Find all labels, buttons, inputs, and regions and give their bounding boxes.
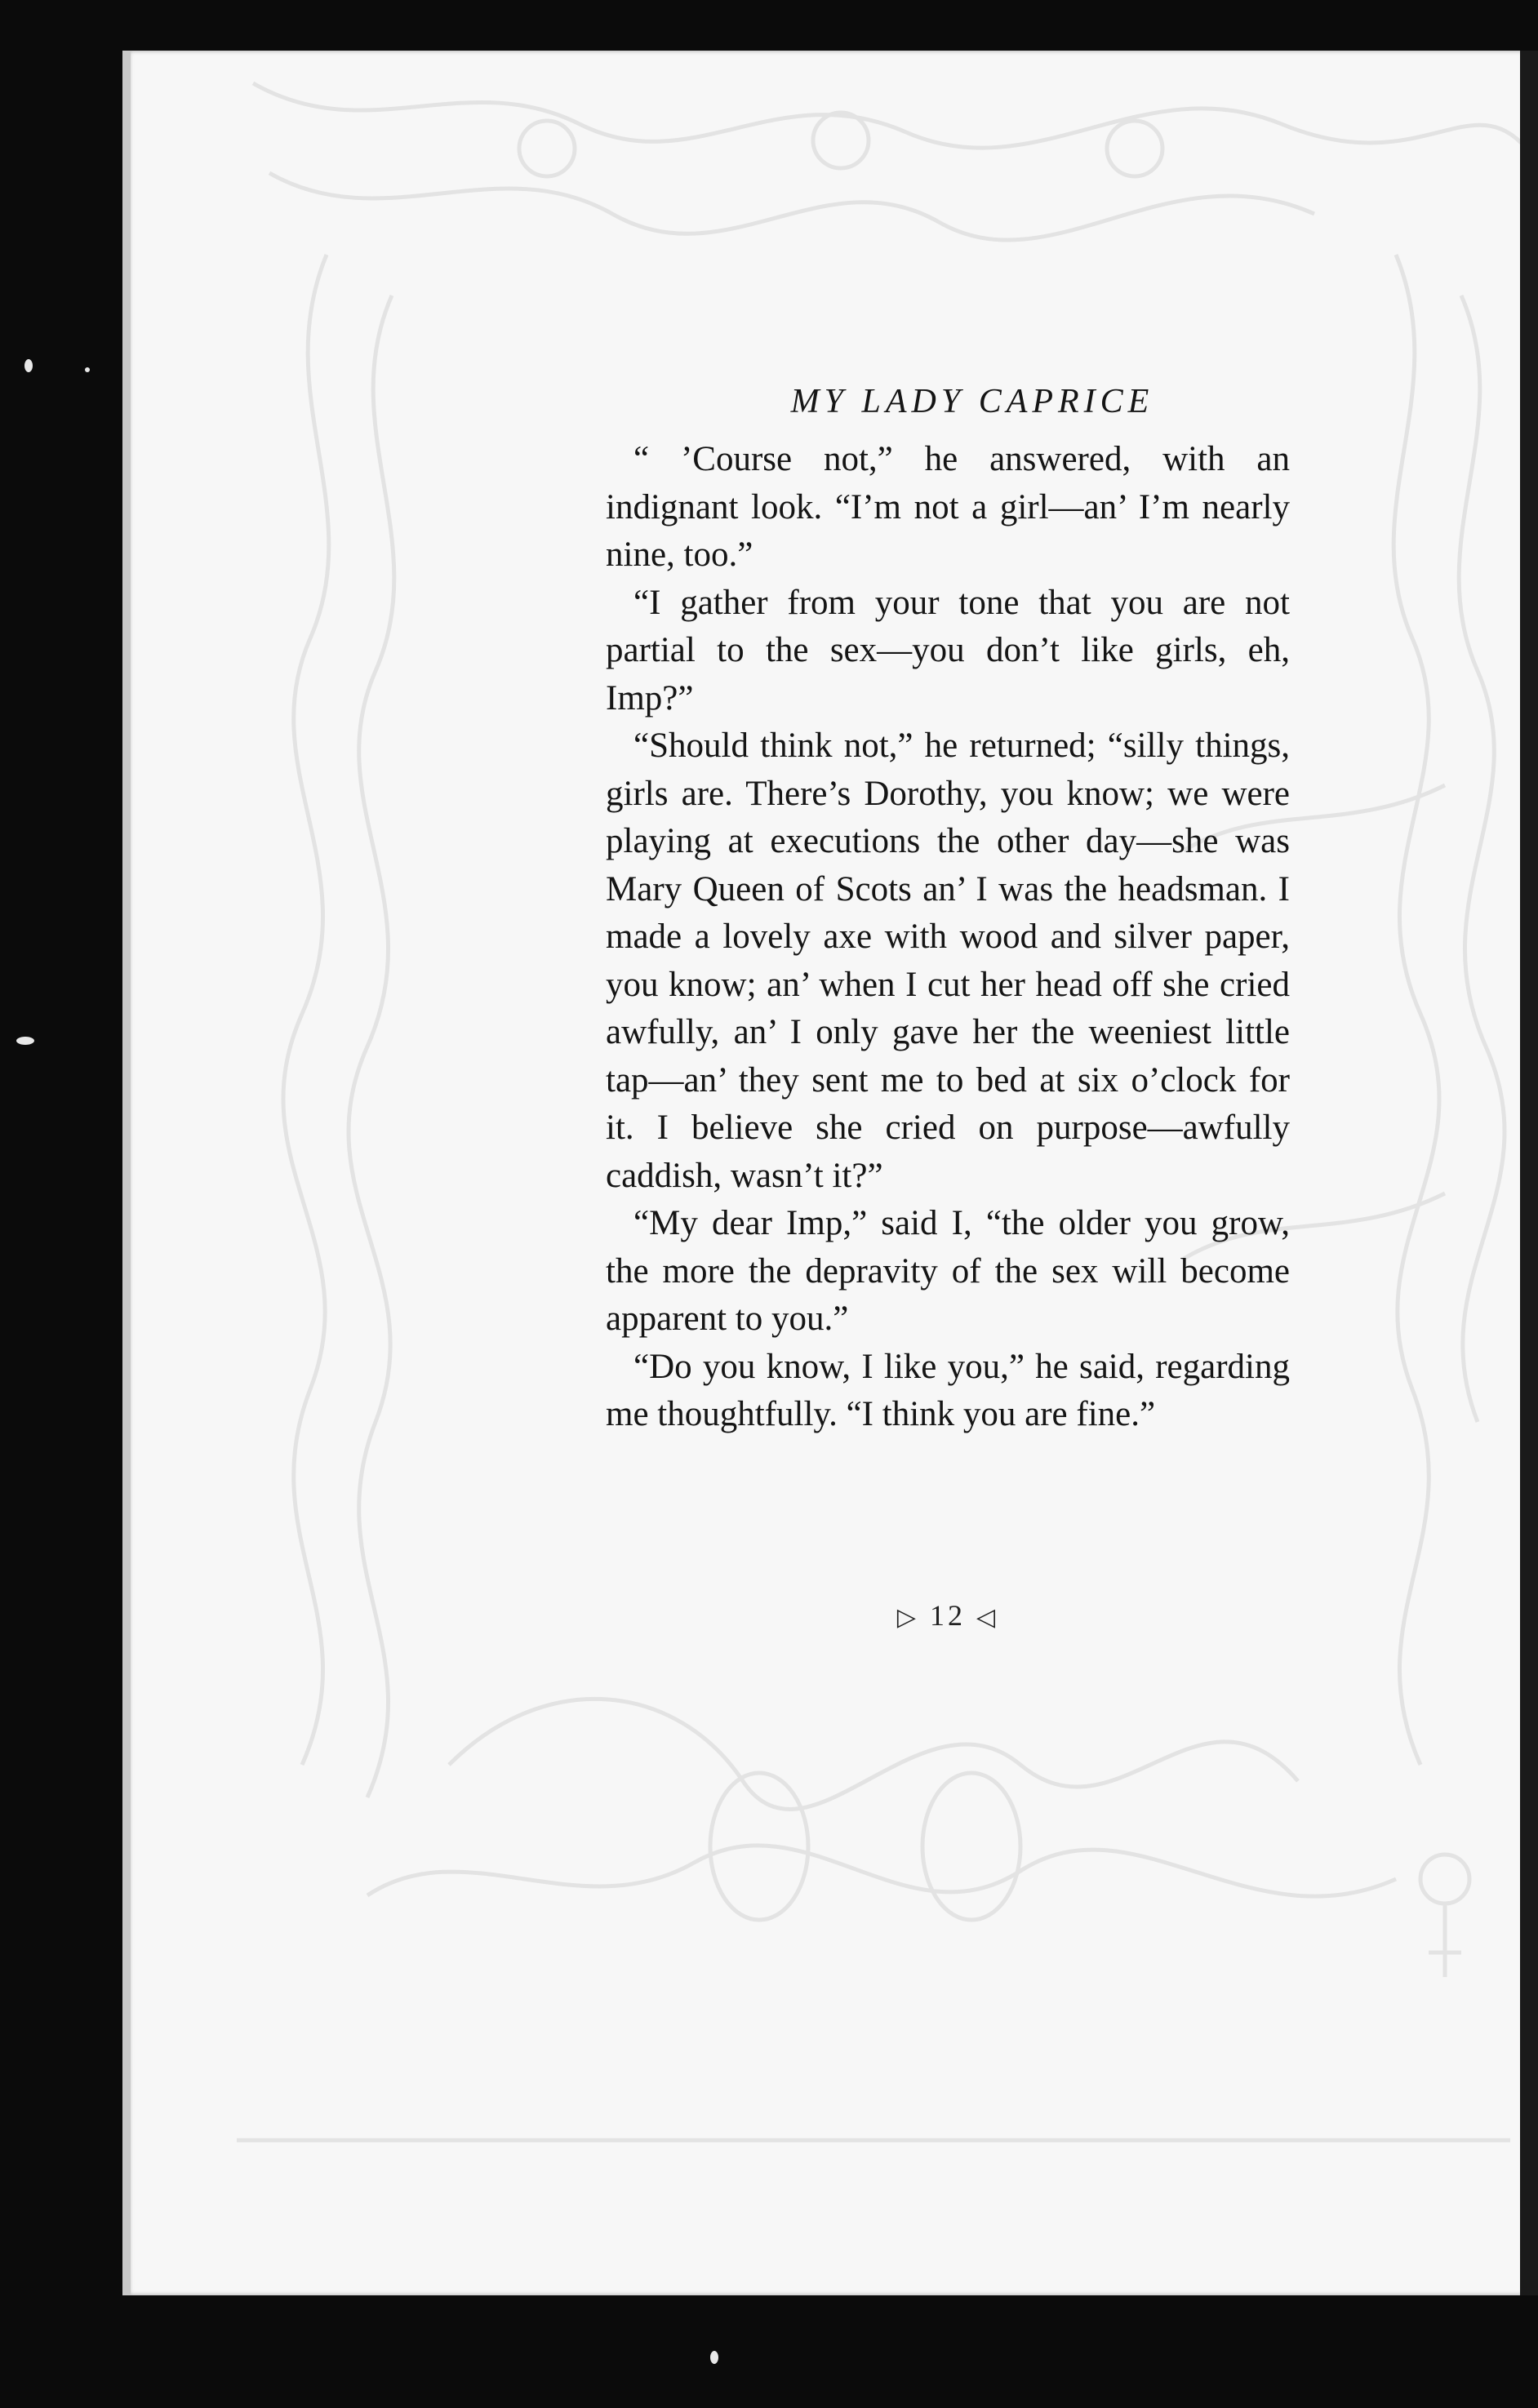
page-text-block [606,382,1290,1439]
paragraph: “Should think not,” he returned; “silly things, girls are. There’s Dorothy, you know; we were playing at executions the other day—she was Mary Queen of Scots an’ I was the headsman. I made a lovely axe with wood and silver paper, you know; an’ when I cut her head off she cried awfully, an’ I only gave her the weeniest little tap—an’ they sent me to bed at six o’clock for it. I believe she cried on purpose—awfully caddish, wasn’t it?” [606,726,1290,1195]
folio-right-ornament-icon: ◁ [976,1604,999,1631]
running-head: MY LADY CAPRICE [790,383,1154,420]
paragraph: “My dear Imp,” said I, “the older you grow, the more the depravity of the sex will become apparent to you.” [606,1204,1290,1338]
paragraph: “ ’Course not,” he answered, with an indignant look. “I’m not a girl—an’ I’m nearly nine, too.” [606,440,1290,574]
folio-number: 12 [930,1599,966,1632]
folio-left-ornament-icon: ▷ [896,1604,919,1631]
page-number [606,1598,1290,1633]
scan-shadow-right [1520,51,1538,2295]
paragraph: “I gather from your tone that you are not partial to the sex—you don’t like girls, eh, Imp?” [606,583,1290,718]
scan-speck [24,359,33,372]
paragraph: “Do you know, I like you,” he said, regarding me thoughtfully. “I think you are fine.” [606,1347,1290,1433]
scan-speck [16,1037,34,1045]
scan-speck [85,367,90,372]
scan-speck [710,2351,718,2364]
